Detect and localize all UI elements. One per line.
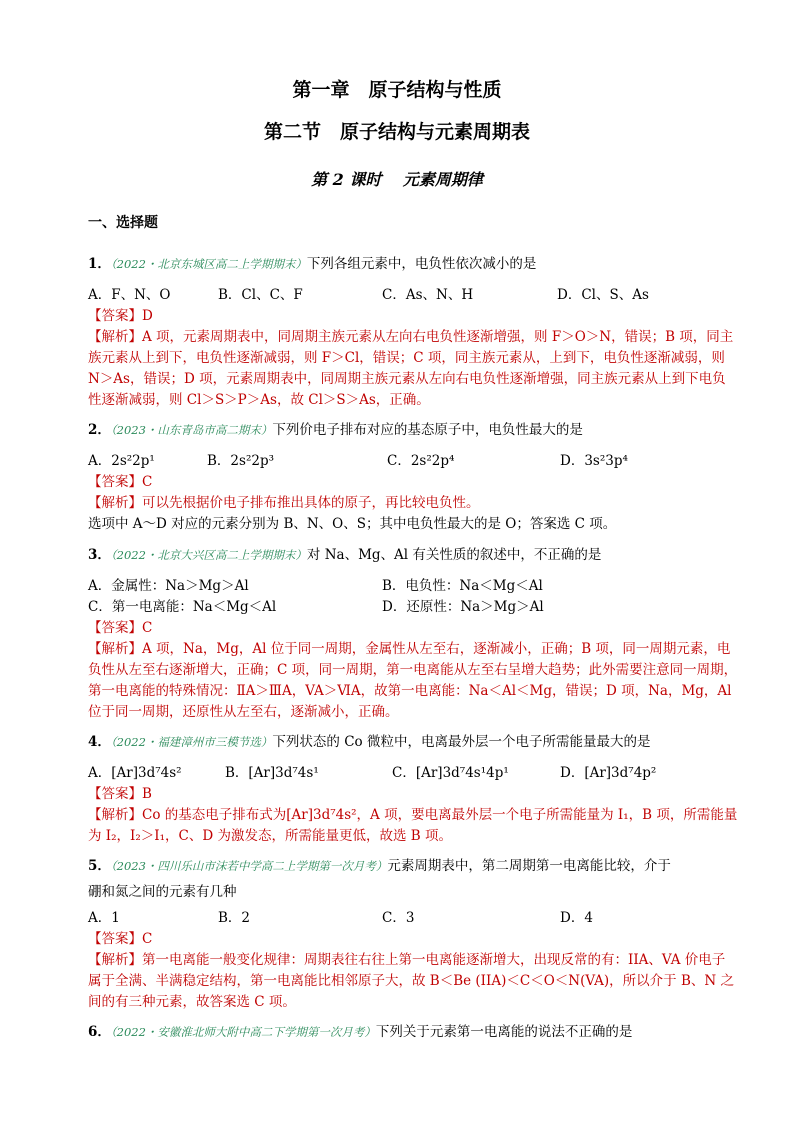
q6-number: 6．	[88, 1024, 111, 1040]
q2-answer: 【答案】C	[88, 474, 153, 490]
q2-source: （2023・山东青岛市高二期末）	[110, 423, 273, 437]
q2-analysis-1: 【解析】可以先根据价电子排布推出具体的原子，再比较电负性。	[88, 495, 480, 511]
q5-number: 5．	[88, 858, 111, 874]
q3-answer: 【答案】C	[88, 620, 153, 636]
q4-option-a: A．[Ar]3d⁷4s²	[88, 765, 182, 781]
q5-option-c: C．3	[382, 910, 415, 926]
q1-stem: 下列各组元素中，电负性依次减小的是	[306, 256, 537, 272]
q5-answer: 【答案】C	[88, 931, 153, 947]
q1-option-d: D．Cl、S、As	[557, 287, 649, 303]
q3-option-c: C．第一电离能：Na＜Mg＜Al	[88, 599, 277, 615]
q5-stem: 元素周期表中，第二周期第一电离能比较，介于	[387, 858, 671, 874]
q5-stem-continued: 硼和氮之间的元素有几种	[88, 884, 237, 900]
q4-option-d: D．[Ar]3d⁷4p²	[560, 765, 657, 781]
section-title: 第二节 原子结构与元素周期表	[263, 121, 530, 143]
q4-option-c: C．[Ar]3d⁷4s¹4p¹	[392, 765, 509, 781]
q3-option-b: B．电负性：Na＜Mg＜Al	[382, 578, 543, 594]
q4-analysis: 【解析】Co 的基态电子排布式为[Ar]3d⁷4s²，A 项，要电离最外层一个电子所需能量为 I₁，B 项，所需能量为 I₂，I₂＞I₁，C、D 为激发态，所需能量更低，故选 B 项。	[88, 807, 738, 844]
q1-option-b: B．Cl、C、F	[218, 287, 303, 303]
q2-option-b: B．2s²2p³	[207, 453, 274, 469]
q3-source: （2022・北京大兴区高二上学期期末）	[110, 548, 307, 562]
q1-analysis: 【解析】A 项，元素周期表中，同周期主族元素从左向右电负性逐渐增强，则 F＞O＞N，错误；B 项，同主族元素从上到下，电负性逐渐减弱，则 F＞Cl，错误；C 项，同主族元素从，上到下，电负性逐渐减弱，则 N＞As，错误；D 项，元素周期表中，同周期主族元素从左向右电负性逐渐增强，同主族元素从上到下电负性逐渐减弱，则 Cl＞S＞P＞As，故 Cl＞S＞As，正确。	[88, 329, 734, 408]
q2-option-a: A．2s²2p¹	[88, 453, 155, 469]
q1-answer: 【答案】D	[88, 308, 153, 324]
question-1	[88, 254, 536, 274]
q1-number: 1．	[88, 256, 111, 272]
q4-answer: 【答案】B	[88, 786, 152, 802]
q3-stem: 对 Na、Mg、Al 有关性质的叙述中，不正确的是	[306, 547, 602, 563]
q5-option-b: B．2	[218, 910, 251, 926]
q1-option-c: C．As、N、H	[382, 287, 474, 303]
question-6	[88, 1022, 632, 1042]
q5-option-a: A．1	[88, 910, 120, 926]
q5-analysis: 【解析】第一电离能一般变化规律：周期表往右往上第一电离能逐渐增大，出现反常的有：IIA、VA 价电子属于全满、半满稳定结构，第一电离能比相邻原子大，故 B＜Be (IIA)＜C＜O＜N(VA)，所以介于 B、N 之间的有三种元素，故答案选 C 项。	[88, 952, 735, 1010]
q3-option-d: D．还原性：Na＞Mg＞Al	[382, 599, 544, 615]
q4-number: 4．	[88, 734, 111, 750]
part-heading: 一、选择题	[88, 215, 158, 231]
q3-number: 3．	[88, 547, 111, 563]
lesson-title: 第 2 课时 元素周期律	[311, 170, 483, 189]
q5-option-d: D．4	[560, 910, 593, 926]
chapter-title: 第一章 原子结构与性质	[292, 79, 502, 101]
q2-stem: 下列价电子排布对应的基态原子中，电负性最大的是	[272, 422, 583, 438]
q5-source: （2023・四川乐山市沫若中学高二上学期第一次月考）	[110, 859, 388, 873]
q4-source: （2022・福建漳州市三模节选）	[110, 735, 273, 749]
q6-source: （2022・安徽淮北师大附中高二下学期第一次月考）	[110, 1025, 376, 1039]
q6-stem: 下列关于元素第一电离能的说法不正确的是	[375, 1024, 633, 1040]
question-4	[88, 732, 650, 752]
q4-option-b: B．[Ar]3d⁷4s¹	[225, 765, 319, 781]
q2-number: 2．	[88, 422, 111, 438]
q2-analysis-2: 选项中 A～D 对应的元素分别为 B、N、O、S；其中电负性最大的是 O；答案选 C 项。	[88, 516, 617, 532]
q4-stem: 下列状态的 Co 微粒中，电离最外层一个电子所需能量最大的是	[272, 734, 651, 750]
question-3	[88, 545, 601, 565]
q2-option-d: D．3s²3p⁴	[560, 453, 628, 469]
q3-analysis: 【解析】A 项，Na，Mg，Al 位于同一周期，金属性从左至右，逐渐减小，正确；B 项，同一周期元素，电负性从左至右逐渐增大，正确；C 项，同一周期，第一电离能从左至右呈增大趋势；此外需要注意同一周期，第一电离能的特殊情况：ⅡA＞ⅢA，VA＞ⅥA，故第一电离能：Na＜Al＜Mg，错误；D 项，Na，Mg，Al 位于同一周期，还原性从左至右，逐渐减小，正确。	[88, 641, 738, 720]
q1-source: （2022・北京东城区高二上学期期末）	[110, 257, 307, 271]
q3-option-a: A．金属性：Na＞Mg＞Al	[88, 578, 249, 594]
question-5	[88, 856, 671, 876]
question-2	[88, 420, 583, 440]
q2-option-c: C．2s²2p⁴	[387, 453, 455, 469]
q1-option-a: A．F、N、O	[88, 287, 171, 303]
